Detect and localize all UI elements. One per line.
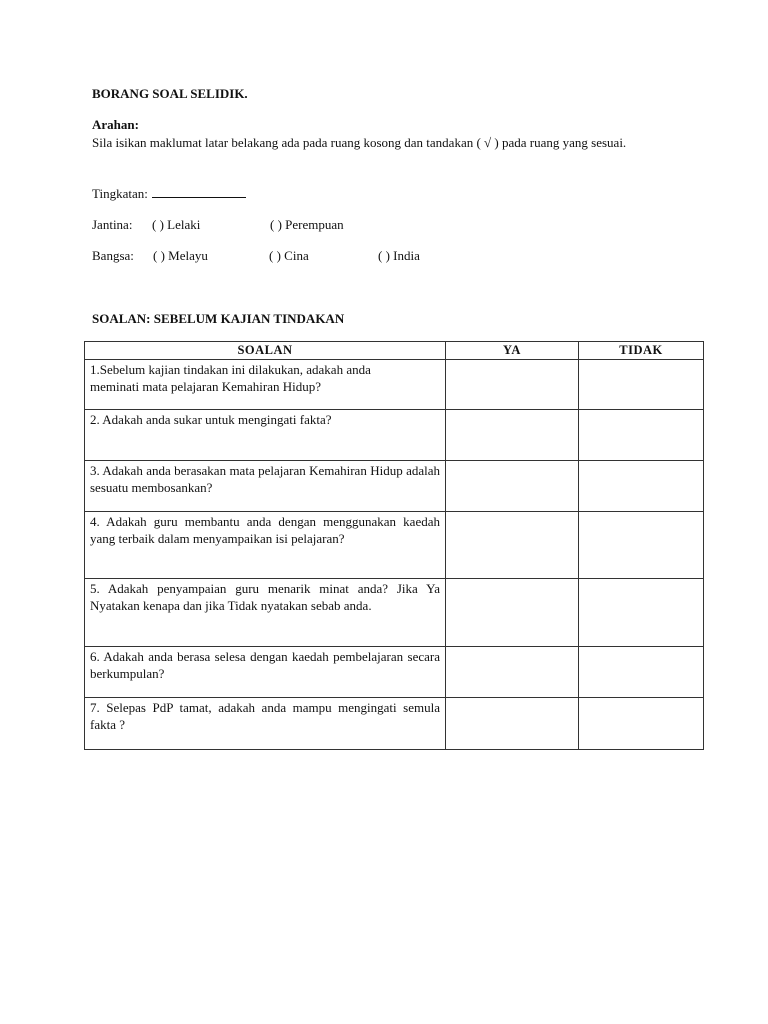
tidak-checkbox-cell[interactable] — [579, 512, 704, 579]
tingkatan-label: Tingkatan: — [92, 186, 148, 201]
tidak-checkbox-cell[interactable] — [579, 461, 704, 512]
section-title: SOALAN: SEBELUM KAJIAN TINDAKAN — [92, 311, 345, 326]
question-cell: 1.Sebelum kajian tindakan ini dilakukan, adakah anda meminati mata pelajaran Kemahiran Hidup? — [85, 360, 446, 410]
ya-checkbox-cell[interactable] — [446, 360, 579, 410]
ya-checkbox-cell[interactable] — [446, 461, 579, 512]
tidak-checkbox-cell[interactable] — [579, 579, 704, 647]
bangsa-option-india[interactable]: ( ) India — [378, 248, 420, 263]
form-title: BORANG SOAL SELIDIK. — [92, 86, 248, 101]
table-row — [85, 410, 704, 461]
column-header-ya: YA — [446, 342, 579, 360]
questionnaire-table — [84, 341, 704, 750]
jantina-option-lelaki[interactable]: ( ) Lelaki — [152, 217, 201, 232]
table-row — [85, 579, 704, 647]
ya-checkbox-cell[interactable] — [446, 647, 579, 698]
ya-checkbox-cell[interactable] — [446, 579, 579, 647]
tidak-checkbox-cell[interactable] — [579, 360, 704, 410]
question-cell: 2. Adakah anda sukar untuk mengingati fakta? — [85, 410, 446, 461]
ya-checkbox-cell[interactable] — [446, 698, 579, 750]
ya-checkbox-cell[interactable] — [446, 410, 579, 461]
column-header-soalan: SOALAN — [85, 342, 446, 360]
ya-checkbox-cell[interactable] — [446, 512, 579, 579]
table-row — [85, 461, 704, 512]
jantina-option-perempuan[interactable]: ( ) Perempuan — [270, 217, 344, 232]
table-row — [85, 360, 704, 410]
tidak-checkbox-cell[interactable] — [579, 410, 704, 461]
jantina-label: Jantina: — [92, 217, 133, 232]
question-cell: 5. Adakah penyampaian guru menarik minat anda? Jika Ya Nyatakan kenapa dan jika Tidak nyatakan sebab anda. — [85, 579, 446, 647]
bangsa-label: Bangsa: — [92, 248, 134, 263]
instructions-text: Sila isikan maklumat latar belakang ada pada ruang kosong dan tandakan ( √ ) pada ruang yang sesuai. — [92, 135, 627, 150]
table-row — [85, 647, 704, 698]
bangsa-option-melayu[interactable]: ( ) Melayu — [153, 248, 208, 263]
column-header-tidak: TIDAK — [579, 342, 704, 360]
question-cell: 3. Adakah anda berasakan mata pelajaran Kemahiran Hidup adalah sesuatu membosankan? — [85, 461, 446, 512]
tingkatan-row — [92, 185, 246, 202]
instructions-heading: Arahan: — [92, 117, 139, 132]
table-header-row — [85, 342, 704, 360]
tingkatan-blank[interactable] — [152, 185, 246, 198]
table-row — [85, 698, 704, 750]
tidak-checkbox-cell[interactable] — [579, 698, 704, 750]
table-row — [85, 512, 704, 579]
tidak-checkbox-cell[interactable] — [579, 647, 704, 698]
question-cell: 7. Selepas PdP tamat, adakah anda mampu mengingati semula fakta ? — [85, 698, 446, 750]
question-cell: 4. Adakah guru membantu anda dengan menggunakan kaedah yang terbaik dalam menyampaikan isi pelajaran? — [85, 512, 446, 579]
question-cell: 6. Adakah anda berasa selesa dengan kaedah pembelajaran secara berkumpulan? — [85, 647, 446, 698]
bangsa-option-cina[interactable]: ( ) Cina — [269, 248, 309, 263]
